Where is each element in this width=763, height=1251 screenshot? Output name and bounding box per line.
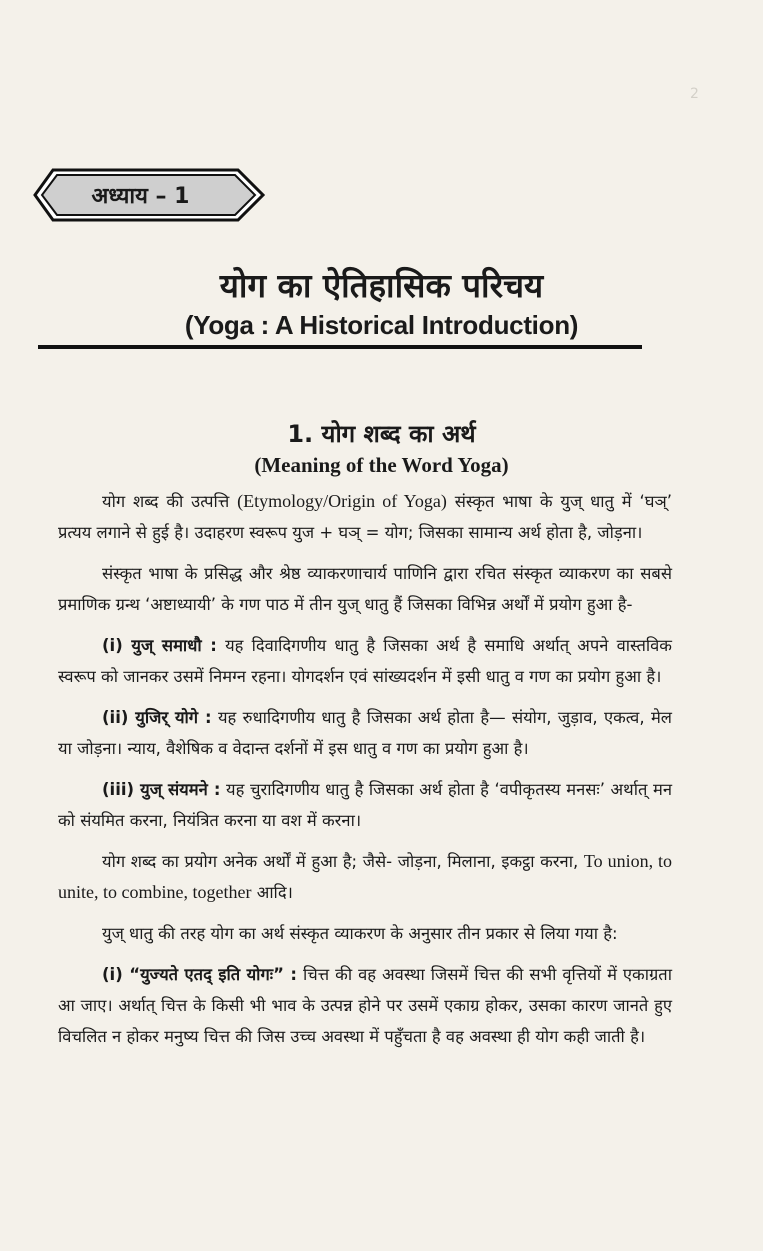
section-heading-english: (Meaning of the Word Yoga) (254, 453, 509, 477)
paragraph-yujyate (58, 959, 672, 1052)
chapter-badge-label: अध्याय – 1 (91, 184, 190, 209)
paragraph-text: यह दिवादिगणीय धातु है जिसका अर्थ है समाधि अर्थात् अपने वास्तविक स्वरूप को जानकर उसमें निमग्न रहना। योगदर्शन एवं सांख्यदर्शन में इसी धातु व गण का प्रयोग हुआ है। (58, 636, 672, 686)
definition-term: (i) “युज्यते एतद् इति योगः” : (102, 965, 298, 984)
chapter-badge (33, 168, 265, 222)
paragraph-text: चित्त की वह अवस्था जिसमें चित्त की सभी वृत्तियों में एकाग्रता आ जाए। अर्थात् चित्त के किसी भी भाव के उत्पन्न होने पर उसमें एकाग्र होकर, उसका कारण जानते हुए विचलित न होकर मनुष्य चित्त की जिस उच्च अवस्था में पहुँचता है वह अवस्था ही योग कही जाती है। (58, 965, 672, 1046)
paragraph-yuj-sanyamane (58, 774, 672, 836)
paragraph-text: संस्कृत भाषा के युज् धातु में ‘घञ्’ प्रत्यय लगाने से हुई है। उदाहरण स्वरूप युज + घञ् = योग; जिसका सामान्य अर्थ होता है, जोड़ना। (58, 492, 672, 542)
paragraph-text: आदि। (251, 883, 293, 902)
paragraph-text: यह चुरादिगणीय धातु है जिसका अर्थ होता है ‘वपीकृतस्य मनसः’ अर्थात् मन को संयमित करना, नियंत्रित करना या वश में करना। (58, 780, 672, 830)
body-text (58, 486, 672, 1062)
paragraph-panini (58, 558, 672, 620)
section-heading-hindi: 1. योग शब्द का अर्थ (287, 420, 476, 448)
paragraph-yoga-usage (58, 846, 672, 908)
dhatu-term: (iii) युज् संयमने : (102, 780, 221, 799)
paragraph-text: संस्कृत भाषा के प्रसिद्ध और श्रेष्ठ व्याकरणाचार्य पाणिनि द्वारा रचित संस्कृत व्याकरण का सबसे प्रमाणिक ग्रन्थ ‘अष्टाध्यायी’ के गण पाठ में तीन युज् धातु हैं जिसका विभिन्न अर्थों में प्रयोग हुआ है- (58, 564, 672, 614)
dhatu-term: (ii) युजिर् योगे : (102, 708, 212, 727)
paragraph-text: योग शब्द का प्रयोग अनेक अर्थों में हुआ है; जैसे- जोड़ना, मिलाना, इकट्ठा करना, (102, 852, 584, 871)
chapter-title-english: (Yoga : A Historical Introduction) (184, 310, 579, 340)
paragraph-yujir-yoge (58, 702, 672, 764)
chapter-title-hindi: योग का ऐतिहासिक परिचय (219, 266, 544, 305)
bleed-through-page-number: 2 (690, 86, 699, 102)
paragraph-etymology (58, 486, 672, 548)
paragraph-text: युज् धातु की तरह योग का अर्थ संस्कृत व्याकरण के अनुसार तीन प्रकार से लिया गया है: (102, 924, 618, 943)
dhatu-term: (i) युज् समाधौ : (102, 636, 217, 655)
title-underline-rule (38, 345, 642, 349)
paragraph-yuj-samadhau (58, 630, 672, 692)
english-term: (Etymology/Origin of Yoga) (237, 491, 447, 511)
english-term: To union, to unite, to combine, together (58, 851, 672, 902)
paragraph-text: यह रुधादिगणीय धातु है जिसका अर्थ होता है— संयोग, जुड़ाव, एकत्व, मेल या जोड़ना। न्याय, वैशेषिक व वेदान्त दर्शनों में इस धातु व गण का प्रयोग हुआ है। (58, 708, 672, 758)
paragraph-three-meanings (58, 918, 672, 949)
paragraph-text: योग शब्द की उत्पत्ति (102, 492, 238, 511)
